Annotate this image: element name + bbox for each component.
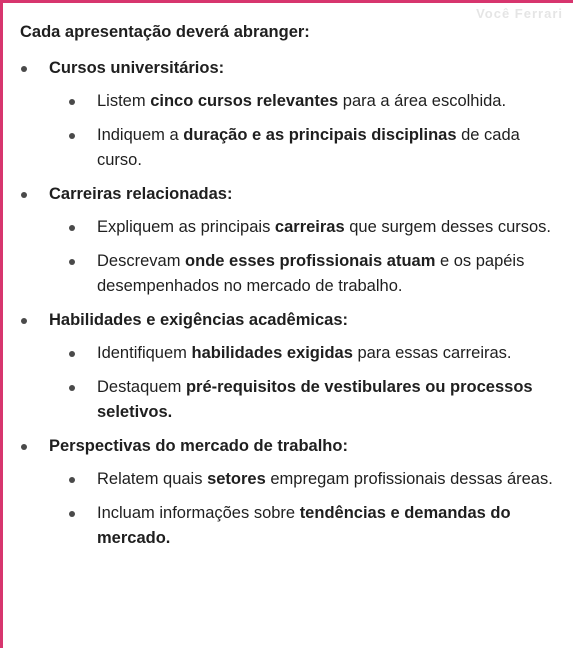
item-text-bold: pré-requisitos de vestibulares ou processos seletivos. — [97, 378, 533, 421]
bullet-icon — [69, 259, 75, 265]
item-text-post: e os papéis desempenhados no mercado de trabalho. — [97, 252, 525, 295]
section-title — [49, 308, 560, 333]
bullet-icon — [21, 66, 27, 72]
item-text-post: de cada curso. — [97, 126, 520, 169]
item-text-bold: tendências e demandas do mercado. — [97, 504, 511, 547]
section-perspectivas — [20, 434, 560, 551]
bullet-icon — [21, 192, 27, 198]
section-title — [49, 434, 560, 459]
item-text-pre: Descrevam — [97, 252, 186, 270]
top-border — [0, 0, 573, 3]
bullet-icon — [69, 477, 75, 483]
section-cursos — [20, 56, 560, 173]
item-text-bold: setores — [207, 470, 266, 488]
item-text-bold: duração e as principais disciplinas — [183, 126, 457, 144]
item-text-pre: Destaquem — [97, 378, 186, 396]
list-item — [49, 375, 560, 425]
bullet-icon — [69, 133, 75, 139]
item-text-bold: onde esses profissionais atuam — [185, 252, 436, 270]
bullet-icon — [69, 225, 75, 231]
section-title — [49, 56, 560, 81]
section-habilidades — [20, 308, 560, 425]
item-text-post: que surgem desses cursos. — [344, 218, 552, 236]
list-item — [49, 341, 560, 366]
section-title-text: Cursos universitários: — [49, 59, 225, 77]
item-text-pre: Relatem quais — [97, 470, 208, 488]
item-text-pre: Indiquem a — [97, 126, 184, 144]
item-text-post: para essas carreiras. — [352, 344, 512, 362]
item-text-pre: Listem — [97, 92, 151, 110]
list-item — [49, 89, 560, 114]
item-text-bold: habilidades exigidas — [191, 344, 353, 362]
left-border — [0, 0, 3, 648]
document-heading: Cada apresentação deverá abranger: — [20, 23, 310, 41]
item-text-post: para a área escolhida. — [338, 92, 507, 110]
item-text-pre: Identifiquem — [97, 344, 192, 362]
list-item — [49, 501, 560, 551]
section-title-text: Perspectivas do mercado de trabalho: — [49, 437, 348, 455]
item-text-bold: cinco cursos relevantes — [150, 92, 339, 110]
section-carreiras — [20, 182, 560, 299]
list-item — [49, 215, 560, 240]
section-title-text: Carreiras relacionadas: — [49, 185, 233, 203]
item-text-bold: carreiras — [274, 218, 345, 236]
document-content — [20, 20, 560, 560]
list-item — [49, 249, 560, 299]
bullet-icon — [69, 385, 75, 391]
watermark: Você Ferrari — [476, 6, 563, 21]
bullet-icon — [21, 444, 27, 450]
list-item — [49, 467, 560, 492]
bullet-icon — [69, 351, 75, 357]
bullet-icon — [21, 318, 27, 324]
bullet-icon — [69, 511, 75, 517]
list-item — [49, 123, 560, 173]
item-text-pre: Incluam informações sobre — [97, 504, 300, 522]
item-text-pre: Expliquem as principais — [97, 218, 275, 236]
section-title-text: Habilidades e exigências acadêmicas: — [49, 311, 348, 329]
bullet-icon — [69, 99, 75, 105]
item-text-post: empregam profissionais dessas áreas. — [265, 470, 553, 488]
section-title — [49, 182, 560, 207]
